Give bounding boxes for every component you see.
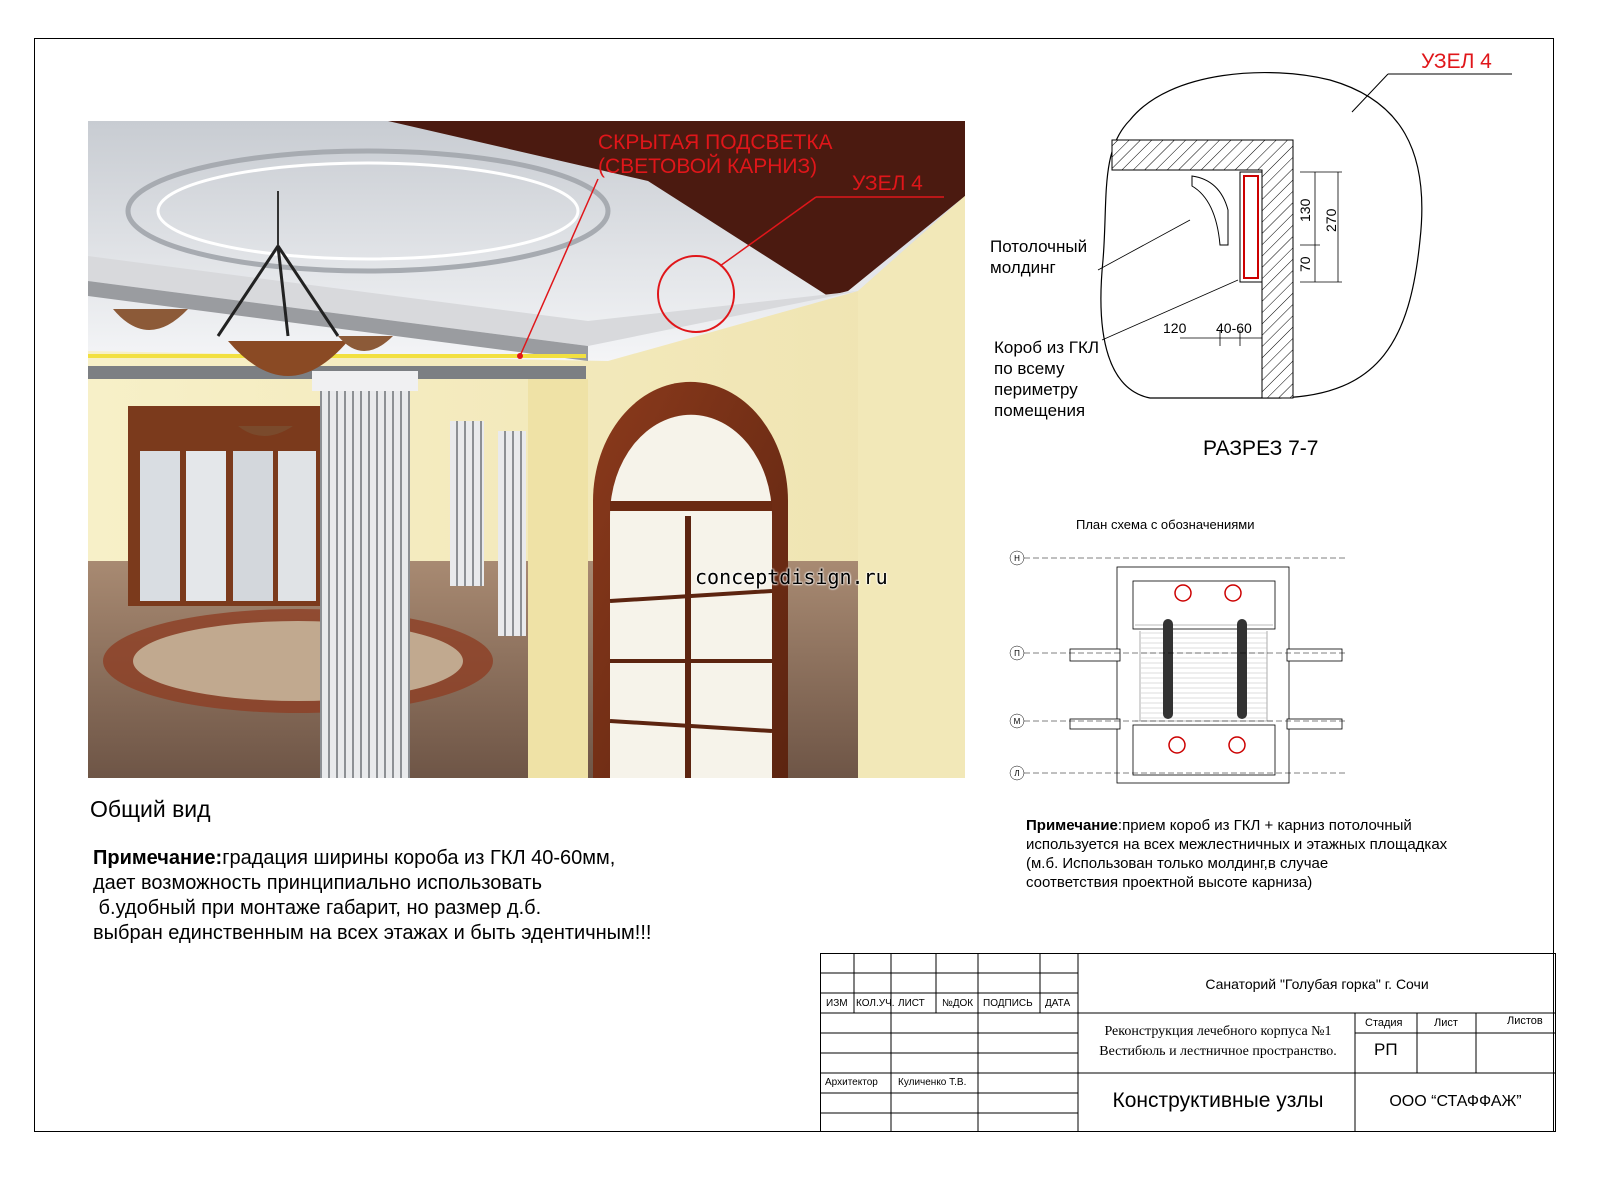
molding-label-line2: молдинг	[990, 258, 1056, 277]
render-node-label: УЗЕЛ 4	[852, 172, 923, 195]
tb-header-doc: №ДОК	[942, 998, 974, 1009]
tb-sheet-label: Лист	[1434, 1017, 1458, 1029]
tb-role: Архитектор	[825, 1077, 878, 1088]
dim-130: 130	[1297, 198, 1313, 222]
node-title: УЗЕЛ 4	[1421, 50, 1492, 73]
note-right-line4: соответствия проектной высоте карниза)	[1026, 874, 1313, 891]
section-title: РАЗРЕЗ 7-7	[1203, 437, 1319, 460]
plan-axis-l: Л	[1014, 769, 1020, 778]
tb-sheets-label: Листов	[1507, 1015, 1543, 1027]
note-left-line2: дает возможность принципиально использовать	[93, 872, 543, 894]
note-right-line1: :прием короб из ГКЛ + карниз потолочный	[1117, 817, 1412, 834]
render-illustration	[88, 121, 965, 778]
note-right-heading: Примечание	[1026, 817, 1118, 834]
tb-header-sign: ПОДПИСЬ	[983, 998, 1033, 1009]
tb-sheet-title: Конструктивные узлы	[1112, 1089, 1324, 1112]
box-label-line4: помещения	[994, 401, 1086, 420]
dim-70: 70	[1297, 256, 1313, 272]
render-caption: Общий вид	[90, 796, 211, 822]
plan-axis-p: П	[1014, 649, 1020, 658]
title-block	[820, 953, 1556, 1132]
tb-object-line1: Реконструкция лечебного корпуса №1	[1104, 1024, 1332, 1039]
box-label-line3: периметру	[994, 380, 1078, 399]
plan-scheme-drawing	[1005, 545, 1350, 793]
plan-axis-m: М	[1013, 717, 1021, 726]
note-right-line3: (м.б. Использован только молдинг,в случае	[1026, 855, 1329, 872]
tb-header-date: ДАТА	[1045, 998, 1071, 1009]
tb-person: Куличенко Т.В.	[898, 1077, 967, 1088]
note-left	[93, 846, 651, 946]
watermark: conceptdisign.ru	[695, 565, 888, 589]
molding-label	[990, 236, 1087, 278]
tb-object	[1082, 1022, 1354, 1062]
note-left-line1: градация ширины короба из ГКЛ 40-60мм,	[222, 847, 616, 869]
box-label-line1: Короб из ГКЛ	[994, 338, 1100, 357]
tb-project: Санаторий "Голубая горка" г. Сочи	[1205, 976, 1429, 992]
tb-stage-label: Стадия	[1365, 1017, 1403, 1029]
note-left-line3: б.удобный при монтаже габарит, но размер д.б.	[93, 897, 542, 919]
tb-object-line2: Вестибюль и лестничное пространство.	[1099, 1044, 1337, 1059]
tb-header-list: ЛИСТ	[898, 998, 925, 1009]
tb-company: ООО “СТАФФАЖ”	[1389, 1093, 1522, 1110]
tb-stage-value: РП	[1374, 1040, 1398, 1059]
box-label-line2: по всему	[994, 359, 1065, 378]
molding-label-line1: Потолочный	[990, 237, 1088, 256]
dim-120: 120	[1163, 320, 1187, 336]
note-left-heading: Примечание:	[93, 847, 223, 869]
tb-header-izm: ИЗМ	[826, 998, 848, 1009]
plan-axis-n: Н	[1014, 554, 1020, 563]
interior-render	[88, 121, 965, 778]
box-label	[994, 337, 1099, 421]
dim-270: 270	[1323, 208, 1339, 232]
plan-title: План схема с обозначениями	[1076, 517, 1255, 532]
note-right	[1026, 816, 1447, 892]
hidden-light-label	[598, 131, 833, 179]
note-right-line2: используется на всех межлестничных и этажных площадках	[1026, 836, 1448, 853]
hidden-light-line2: (СВЕТОВОЙ КАРНИЗ)	[598, 155, 818, 178]
tb-header-kol: КОЛ.УЧ.	[856, 998, 895, 1009]
note-left-line4: выбран единственным на всех этажах и быть эдентичным!!!	[93, 922, 652, 944]
dim-40-60: 40-60	[1216, 320, 1252, 336]
hidden-light-line1: СКРЫТАЯ ПОДСВЕТКА	[598, 131, 833, 154]
